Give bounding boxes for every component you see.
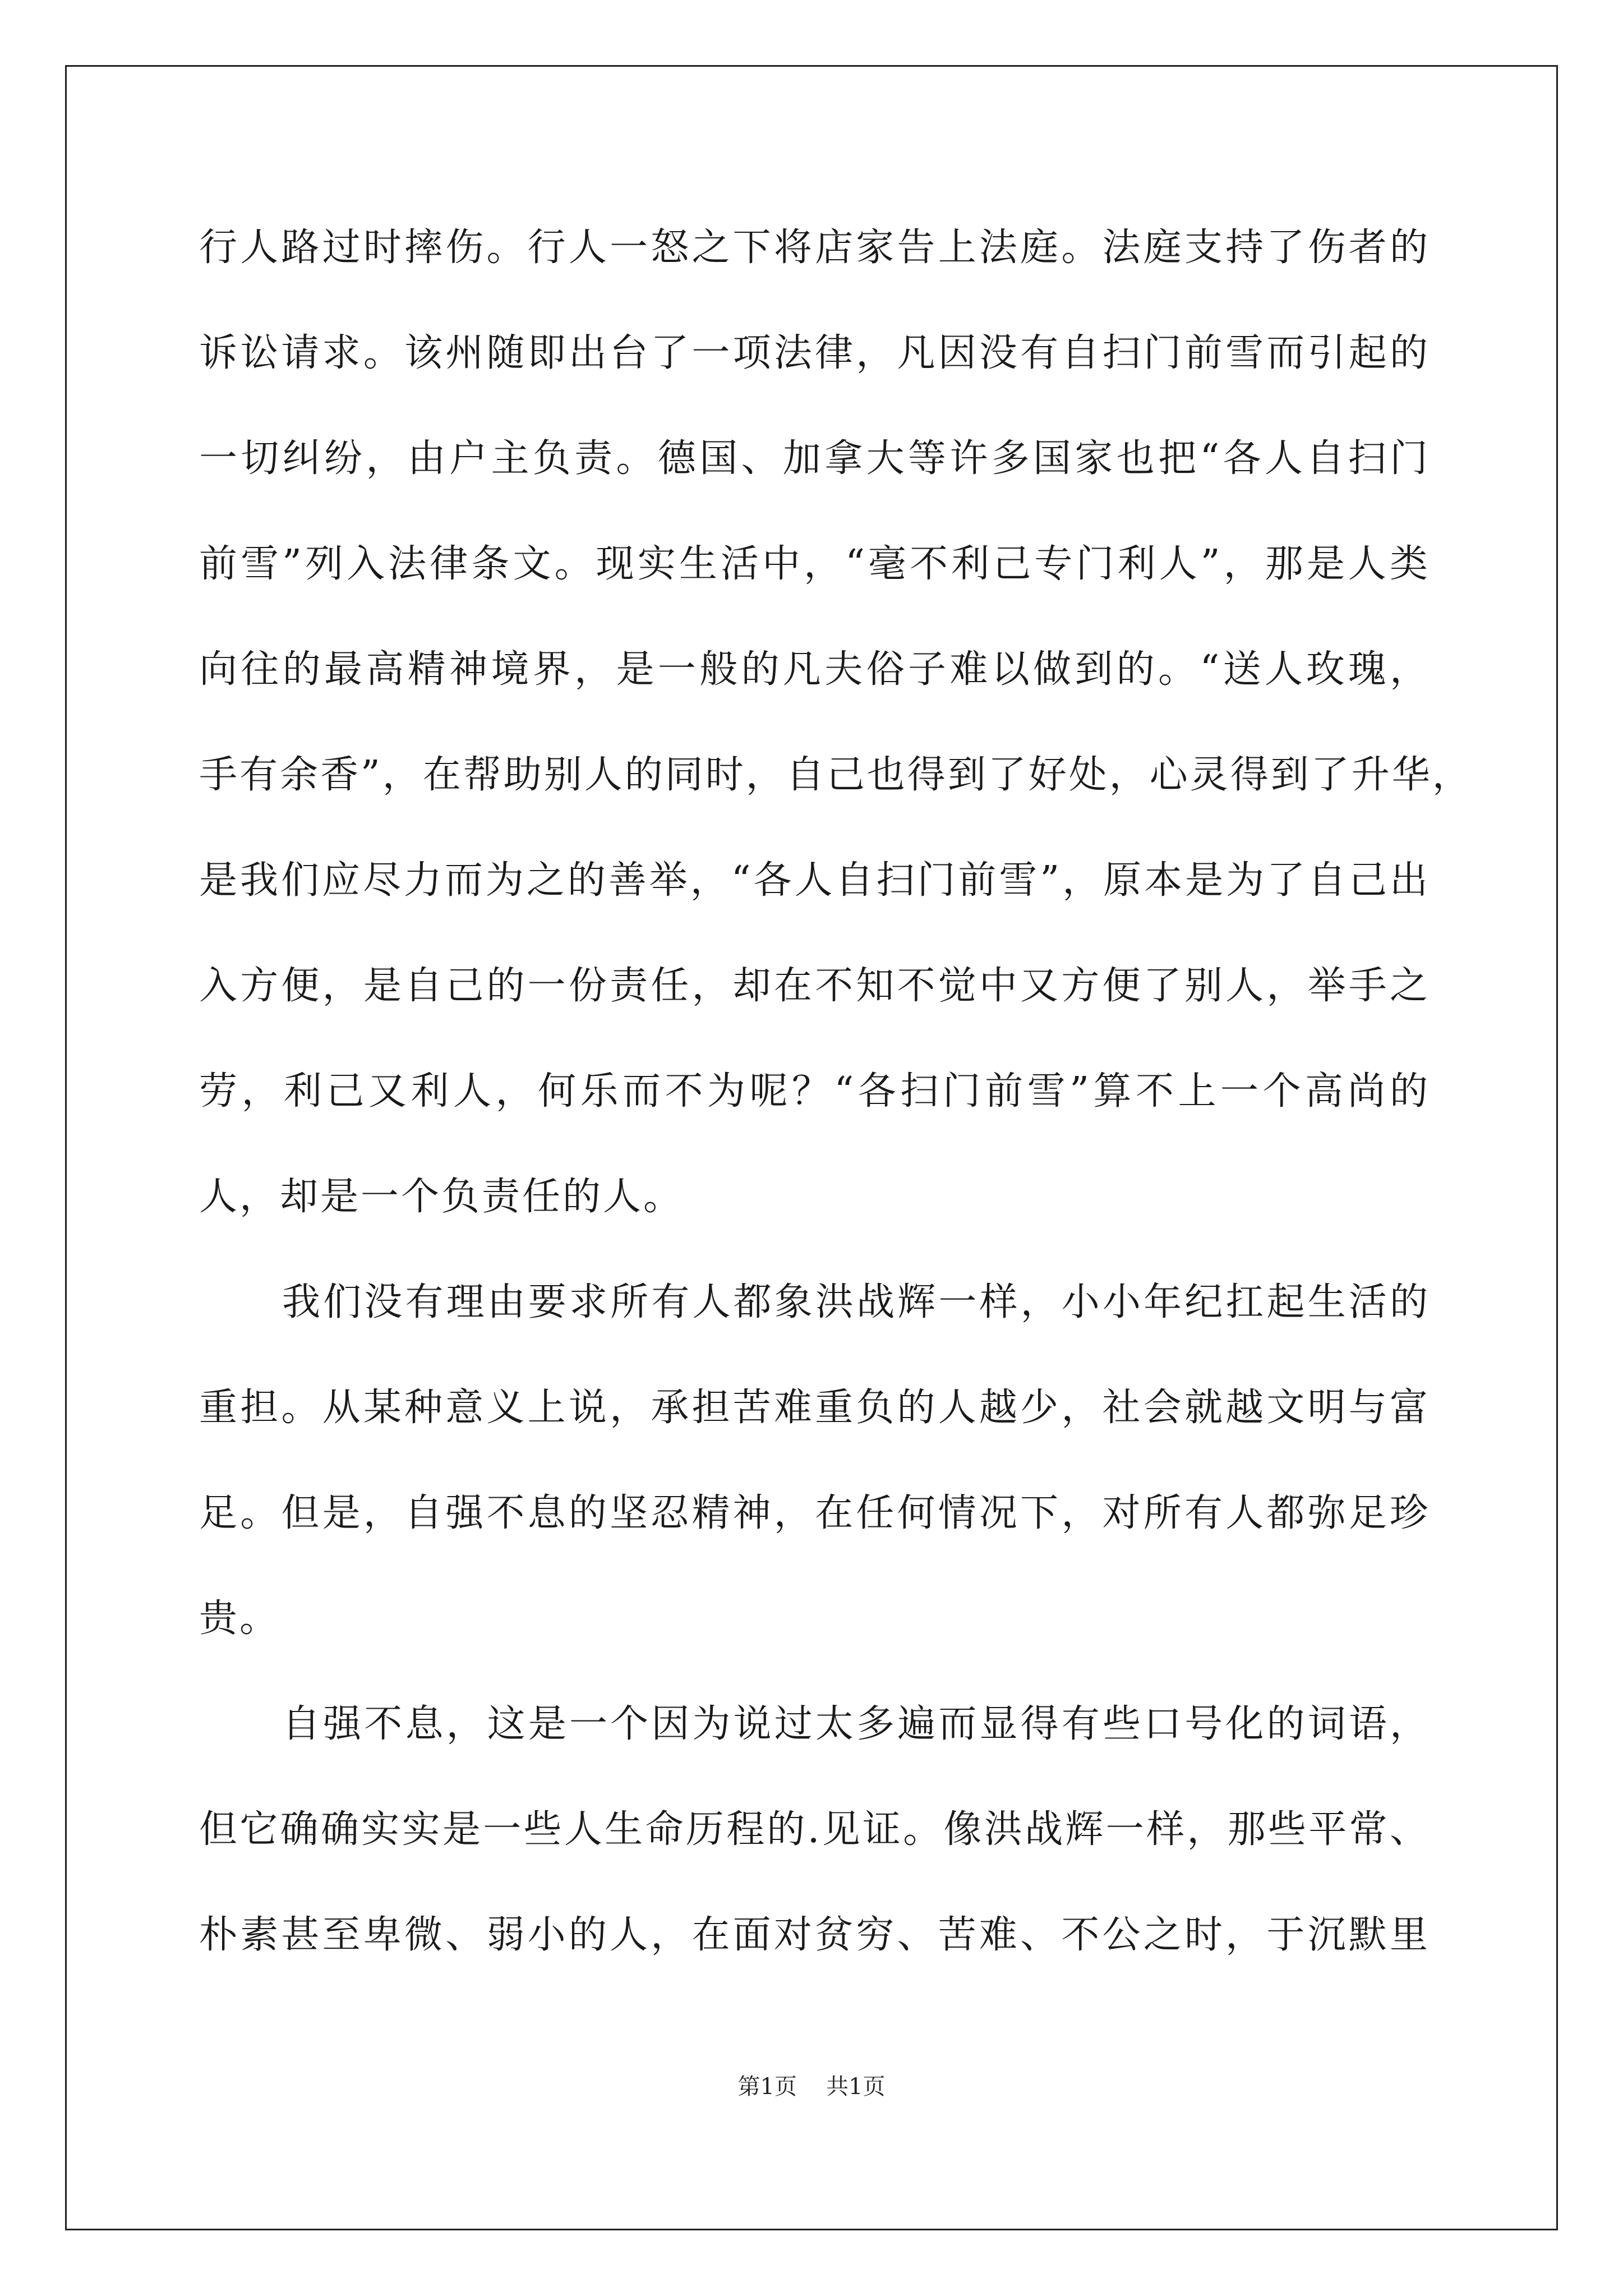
text-line: 但它确确实实是一些人生命历程的.见证。像洪战辉一样，那些平常、 [199,1807,1430,1852]
text-line: 入方便，是自己的一份责任，却在不知不觉中又方便了别人，举手之 [199,964,1430,1008]
text-line-paragraph-start: 自强不息，这是一个因为说过太多遍而显得有些口号化的词语， [282,1702,1430,1746]
page-number: 第1页 [737,2074,797,2100]
text-line: 手有余香”，在帮助别人的同时，自己也得到了好处，心灵得到了升华， [199,753,1473,797]
document-body [199,209,1473,2001]
text-line: 前雪”列入法律条文。现实生活中，“毫不利己专门利人”，那是人类 [199,542,1430,586]
text-line-paragraph-end: 贵。 [199,1596,280,1641]
page-footer [0,2070,1623,2104]
text-line: 劳，利己又利人，何乐而不为呢？“各扫门前雪”算不上一个高尚的 [199,1069,1430,1114]
text-line: 是我们应尽力而为之的善举，“各人自扫门前雪”，原本是为了自己出 [199,858,1430,903]
text-line: 重担。从某种意义上说，承担苦难重负的人越少，社会就越文明与富 [199,1386,1430,1430]
text-line: 足。但是，自强不息的坚忍精神，在任何情况下，对所有人都弥足珍 [199,1491,1430,1535]
text-line: 行人路过时摔伤。行人一怒之下将店家告上法庭。法庭支持了伤者的 [199,226,1430,270]
text-line: 诉讼请求。该州随即出台了一项法律，凡因没有自扫门前雪而引起的 [199,331,1430,375]
text-line-paragraph-end: 人，却是一个负责任的人。 [199,1175,684,1219]
text-line: 一切纠纷，由户主负责。德国、加拿大等许多国家也把“各人自扫门 [199,436,1430,481]
text-line: 向往的最高精神境界，是一般的凡夫俗子难以做到的。“送人玫瑰， [199,647,1430,692]
page-total: 共1页 [826,2074,886,2100]
text-line-paragraph-start: 我们没有理由要求所有人都象洪战辉一样，小小年纪扛起生活的 [282,1280,1430,1324]
text-line: 朴素甚至卑微、弱小的人，在面对贫穷、苦难、不公之时，于沉默里 [199,1913,1430,1957]
